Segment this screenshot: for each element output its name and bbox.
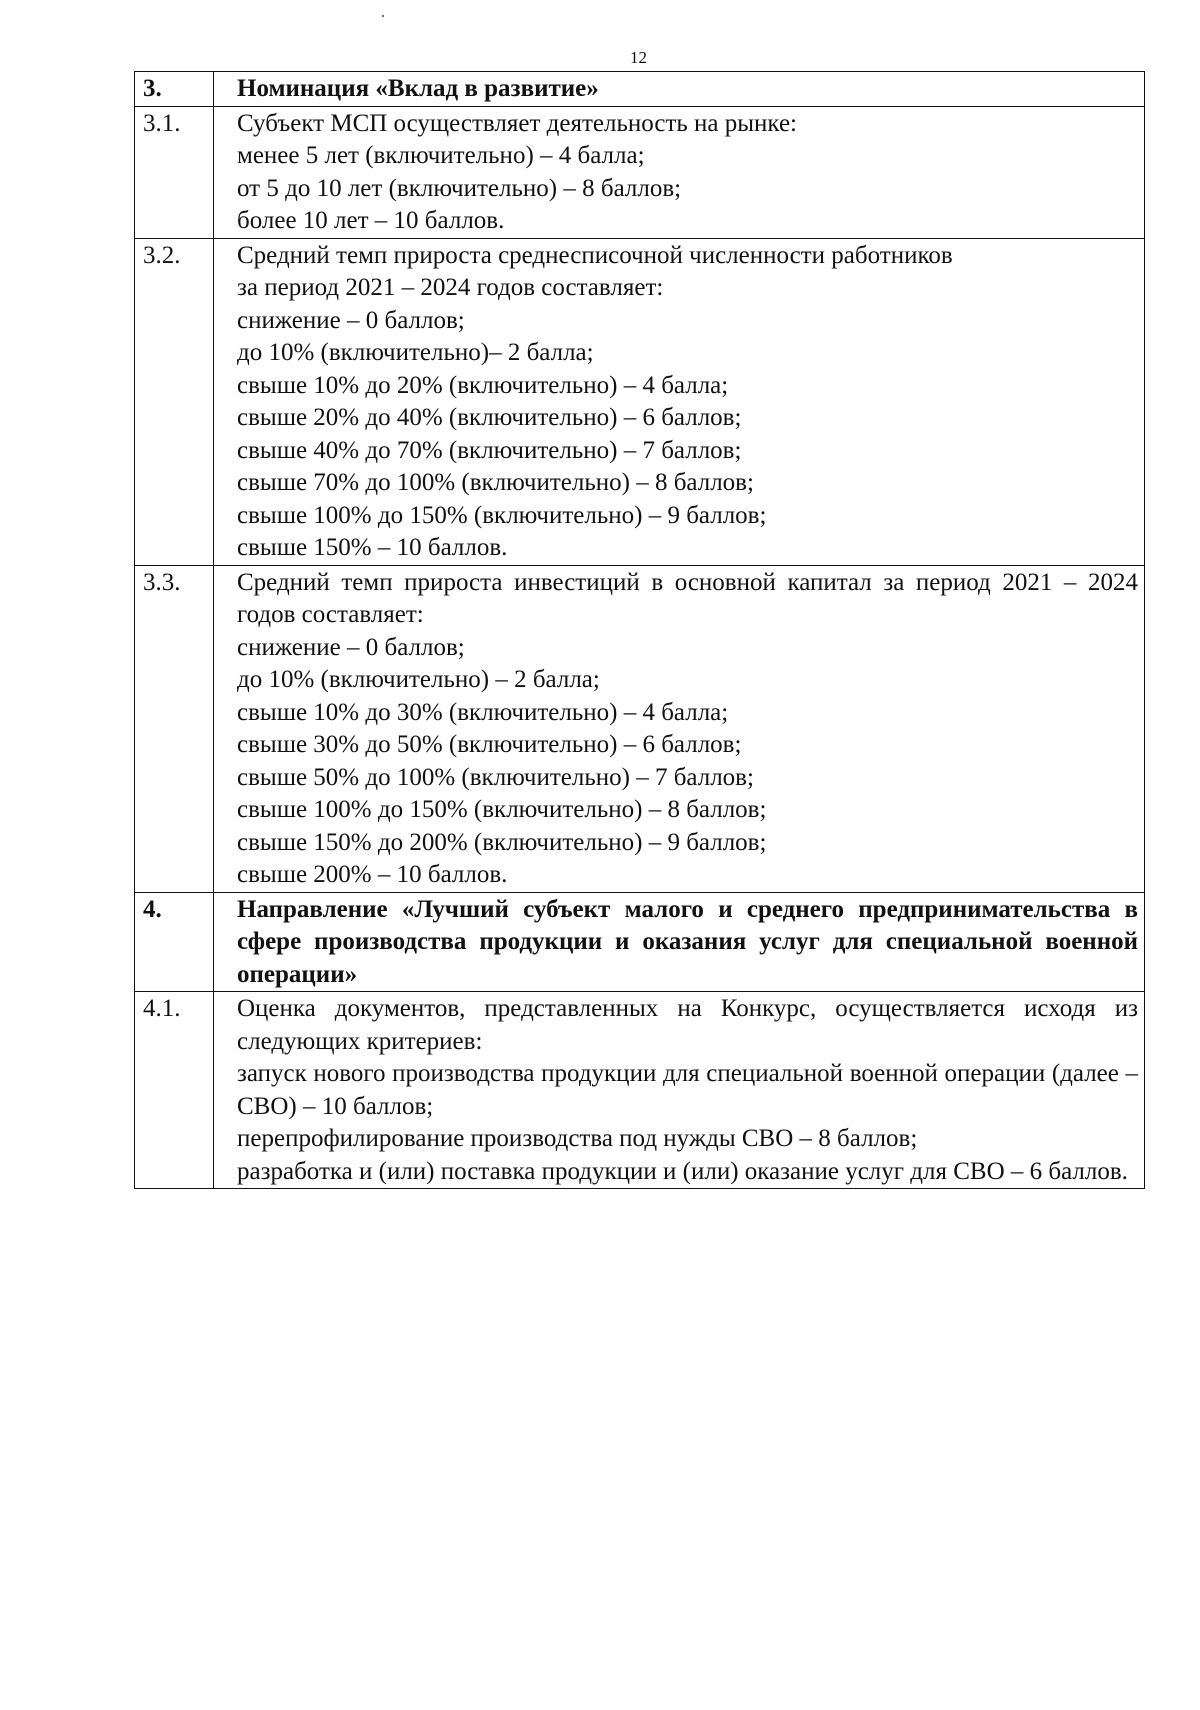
criterion-paragraph: перепрофилирование производства под нужды СВО – 8 баллов; — [237, 1125, 918, 1152]
criterion-text — [214, 992, 1145, 1189]
criterion-line: снижение – 0 баллов; — [237, 306, 465, 334]
criterion-line: свыше 20% до 40% (включительно) – 6 баллов; — [237, 404, 742, 431]
criterion-line: свыше 200% – 10 баллов. — [237, 861, 508, 888]
row-number: 3.2. — [135, 238, 214, 565]
criterion-line: снижение – 0 баллов; — [237, 633, 465, 661]
table-row-4 — [135, 892, 1145, 992]
table-row-4-1 — [135, 992, 1145, 1189]
criterion-line: Субъект МСП осуществляет деятельность на рынке: — [237, 109, 797, 137]
section-heading — [214, 892, 1145, 992]
criterion-line: свыше 10% до 30% (включительно) – 4 балла; — [237, 698, 729, 726]
criterion-text — [214, 238, 1145, 565]
criterion-line: свыше 150% – 10 баллов. — [237, 534, 508, 561]
criterion-line: до 10% (включительно)– 2 балла; — [237, 339, 594, 366]
table-row-3-1 — [135, 106, 1145, 238]
page-number: 12 — [630, 48, 647, 67]
table-row-3 — [135, 72, 1145, 107]
criterion-paragraph: запуск нового производства продукции для специальной военной операции (далее – СВО) – 10 баллов; — [237, 1060, 1138, 1120]
row-number: 4.1. — [135, 992, 214, 1189]
criteria-table — [134, 71, 1145, 1189]
criterion-line: свыше 50% до 100% (включительно) – 7 баллов; — [237, 763, 754, 791]
criterion-line: свыше 100% до 150% (включительно) – 8 баллов; — [237, 796, 767, 823]
criterion-line: свыше 10% до 20% (включительно) – 4 балла; — [237, 371, 729, 399]
criterion-line: менее 5 лет (включительно) – 4 балла; — [237, 142, 645, 169]
criterion-line: от 5 до 10 лет (включительно) – 8 баллов; — [237, 174, 682, 202]
row-number: 4. — [135, 892, 214, 992]
criterion-paragraph: Оценка документов, представленных на Конкурс, осуществляется исходя из следующих критериев: — [237, 995, 1138, 1055]
criterion-line: Средний темп прироста среднесписочной численности работников — [237, 241, 953, 269]
criterion-line: свыше 40% до 70% (включительно) – 7 баллов; — [237, 436, 742, 464]
criterion-paragraph: разработка и (или) поставка продукции и (или) оказание услуг для СВО – 6 баллов. — [237, 1157, 1128, 1185]
criterion-line: свыше 150% до 200% (включительно) – 9 баллов; — [237, 828, 767, 856]
criterion-line: более 10 лет – 10 баллов. — [237, 207, 505, 234]
criterion-line: свыше 100% до 150% (включительно) – 9 баллов; — [237, 501, 767, 529]
section-heading: Номинация «Вклад в развитие» — [214, 72, 1145, 107]
scan-speck — [382, 15, 384, 17]
row-number: 3.1. — [135, 106, 214, 238]
row-number: 3. — [135, 72, 214, 107]
table-row-3-2 — [135, 238, 1145, 565]
criterion-line: свыше 70% до 100% (включительно) – 8 баллов; — [237, 469, 754, 496]
criterion-paragraph: Средний темп прироста инвестиций в основной капитал за период 2021 – 2024 годов составляет: — [237, 568, 1138, 628]
row-number: 3.3. — [135, 565, 214, 892]
criterion-line: за период 2021 – 2024 годов составляет: — [237, 274, 664, 301]
table-row-3-3 — [135, 565, 1145, 892]
criterion-text — [214, 565, 1145, 892]
section-heading-text: Направление «Лучший субъект малого и среднего предпринимательства в сфере производства продукции и оказания услуг для специальной военной операции» — [237, 895, 1138, 988]
criterion-line: свыше 30% до 50% (включительно) – 6 баллов; — [237, 731, 742, 758]
criterion-text — [214, 106, 1145, 238]
criterion-line: до 10% (включительно) – 2 балла; — [237, 666, 600, 693]
